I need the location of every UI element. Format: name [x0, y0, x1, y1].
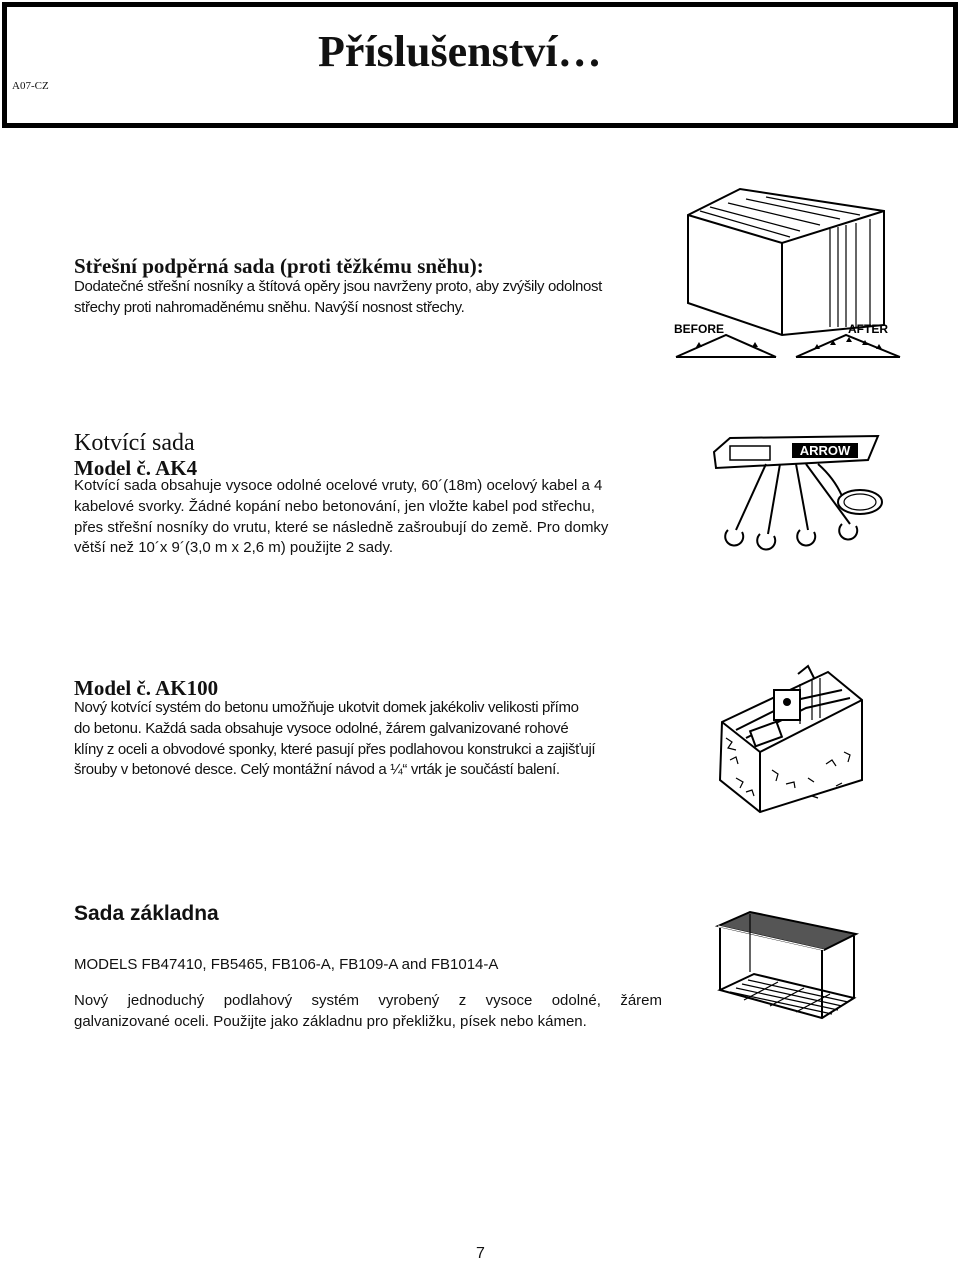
text-line: do betonu. Každá sada obsahuje vysoce odolné, žárem galvanizované rohové — [74, 719, 569, 737]
concrete-anchor-text — [74, 698, 674, 781]
text-line: Kotvící sada obsahuje vysoce odolné ocelové vruty, 60´(18m) ocelový kabel a 4 — [74, 477, 603, 494]
text-line: galvanizované oceli. Použijte jako základnu pro překližku, písek nebo kámen. — [74, 1012, 587, 1030]
anchor-kit-text — [74, 476, 674, 559]
anchor-kit-heading: Kotvící sada — [74, 430, 195, 456]
text-line: Dodatečné střešní nosníky a štítová opěry jsou navrženy proto, aby zvýšily odolnost — [74, 278, 602, 295]
shed-roof-illustration — [670, 185, 906, 365]
anchor-screw — [839, 524, 857, 540]
text-line: přes střešní nosníky do vrutu, které se následně zašroubují do země. Pro domky — [74, 518, 609, 536]
concrete-anchor-model: Model č. AK100 — [74, 676, 219, 700]
shed-outline — [688, 189, 884, 335]
before-label: BEFORE — [674, 322, 725, 336]
anchor-screw — [725, 530, 743, 546]
text-line: Nový jednoduchý podlahový systém vyrobený z vysoce odolné, žárem — [74, 992, 662, 1009]
floor-kit-illustration — [714, 910, 864, 1030]
text-line: klíny z oceli a obvodové sponky, které pasují přes podlahovou konstrukci a zajišťují — [74, 740, 596, 758]
page-number: 7 — [476, 1245, 485, 1262]
page-title: Příslušenství… — [318, 27, 602, 76]
anchor-screw — [797, 530, 815, 546]
text-line: větší než 10´x 9´(3,0 m x 2,6 m) použijte 2 sady. — [74, 539, 394, 557]
after-truss — [796, 335, 900, 357]
arrow-brand-label: ARROW — [799, 443, 851, 458]
anchor-kit-model: Model č. AK4 — [74, 456, 198, 480]
floor-kit-heading: Sada základna — [74, 902, 219, 925]
text-line: kabelové svorky. Žádné kopání nebo betonování, jen vložte kabel pod střechu, — [74, 497, 595, 515]
after-label: AFTER — [848, 322, 888, 336]
before-truss — [676, 335, 776, 357]
text-line: střechy proti nahromaděnému sněhu. Navýší nosnost střechy. — [74, 298, 465, 316]
roof-support-text — [74, 277, 674, 319]
floor-kit-text — [74, 991, 662, 1033]
text-line: šrouby v betonové desce. Celý montážní návod a ¼“ vrták je součástí balení. — [74, 761, 560, 779]
text-line: Nový kotvící systém do betonu umožňuje ukotvit domek jakékoliv velikosti přímo — [74, 699, 579, 716]
floor-frame — [720, 974, 854, 1018]
anchor-kit-illustration — [710, 430, 890, 555]
anchor-screw — [757, 534, 775, 550]
roof-support-heading: Střešní podpěrná sada (proti těžkému sněhu): — [74, 254, 484, 278]
floor-kit-models: MODELS FB47410, FB5465, FB106-A, FB109-A and FB1014-A — [74, 956, 499, 973]
document-code: A07-CZ — [12, 80, 49, 92]
concrete-anchor-illustration — [716, 660, 866, 820]
